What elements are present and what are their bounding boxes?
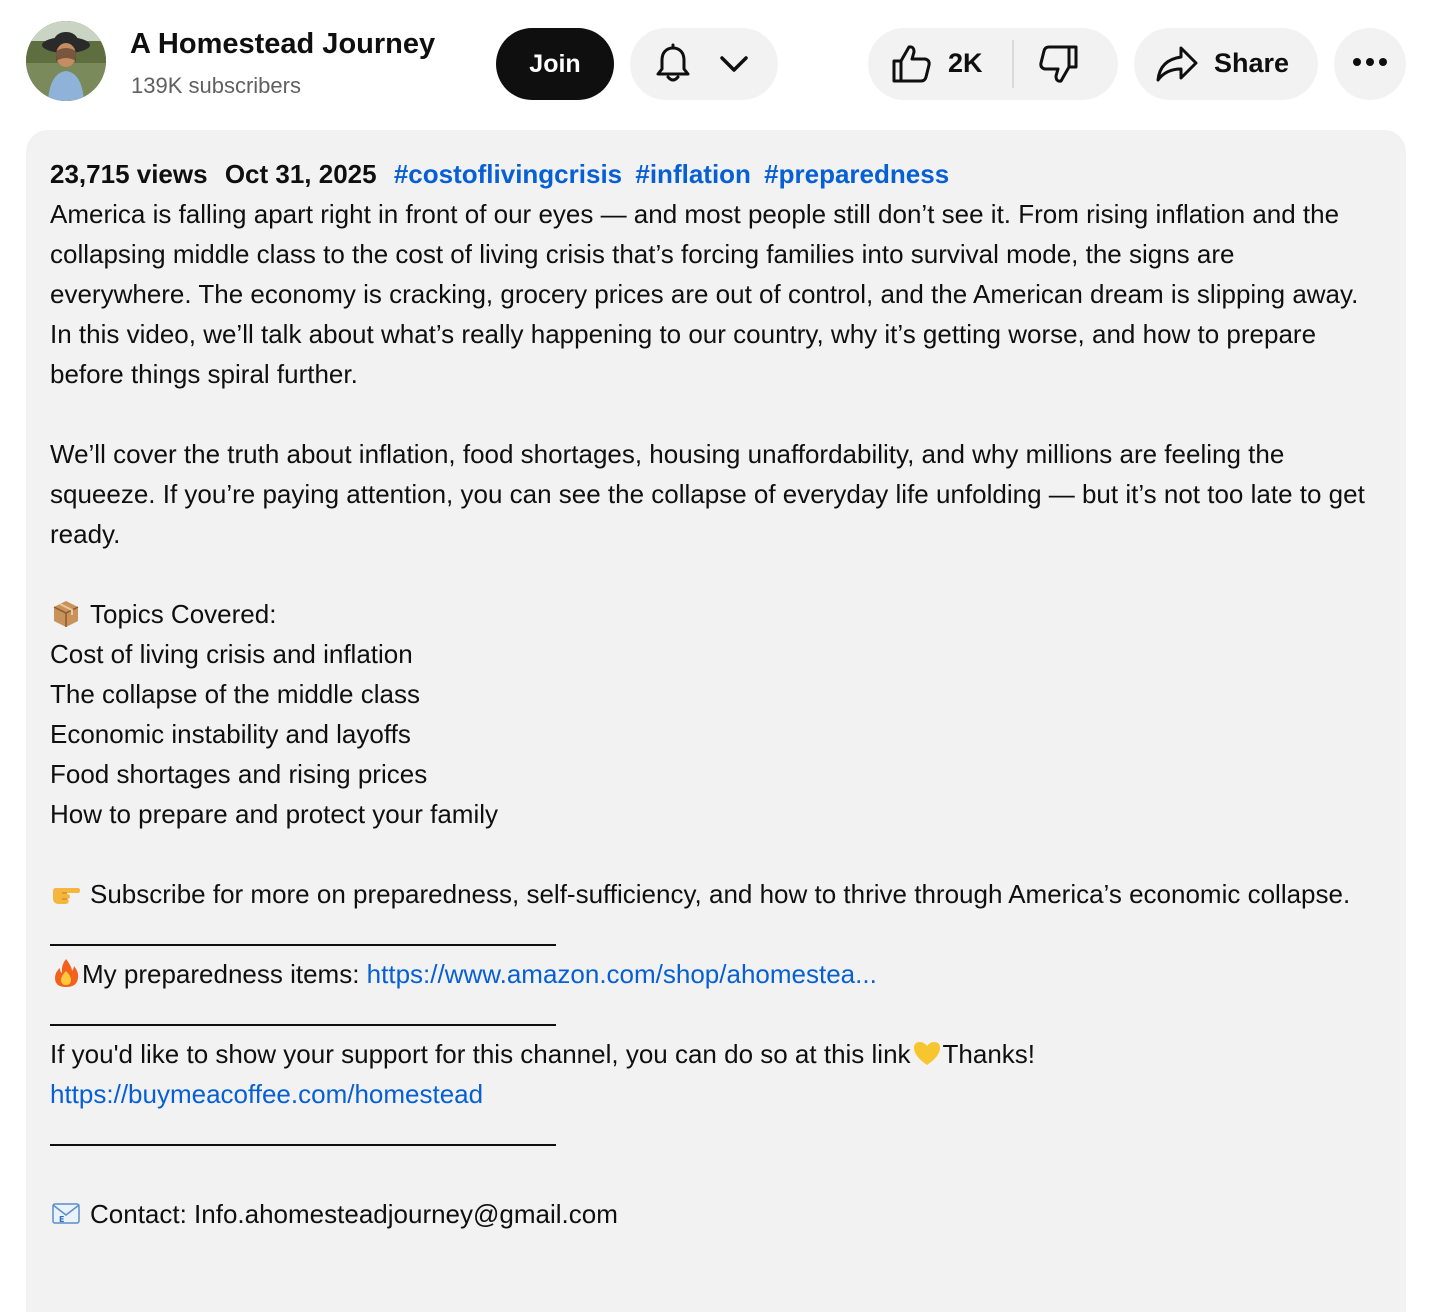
amazon-shop-link[interactable]: https://www.amazon.com/shop/ahomestea... [366, 959, 877, 989]
channel-name[interactable]: A Homestead Journey [130, 28, 436, 60]
share-button-label: Share [1214, 48, 1290, 78]
contact-line [50, 1194, 1382, 1234]
description-box[interactable] [26, 130, 1406, 1312]
preparedness-items-label: My preparedness items: [82, 959, 367, 989]
support-text: If you'd like to show your support for this channel, you can do so at this link [50, 1039, 911, 1069]
channel-avatar[interactable] [26, 21, 106, 101]
hashtag-link[interactable]: #preparedness [764, 159, 950, 189]
blank-line [50, 834, 1382, 874]
separator-line [50, 1114, 556, 1154]
subscribe-text: Subscribe for more on preparedness, self-sufficiency, and how to thrive through America’s economic collapse. [90, 879, 1351, 909]
chevron-down-icon [718, 50, 750, 83]
envelope-icon [50, 1197, 82, 1229]
fire-icon [50, 957, 82, 989]
like-count[interactable]: 2K [948, 48, 983, 78]
hashtag-link[interactable]: #costoflivingcrisis [393, 159, 623, 189]
topic-item: The collapse of the middle class [50, 679, 420, 709]
description-text [50, 194, 1382, 1234]
join-button[interactable] [496, 28, 614, 100]
buymeacoffee-link[interactable]: https://buymeacoffee.com/homestead [50, 1079, 484, 1109]
description-paragraph: America is falling apart right in front of our eyes — and most people still don’t see it. From rising inflation and the collapsing middle class to the cost of living crisis that’s forcing families into survival mode, the signs are everywhere. The economy is cracking, grocery prices are out of control, and the American dream is slipping away. In this video, we’ll talk about what’s really happening to our country, why it’s getting worse, and how to prepare before things spiral further. [50, 199, 1359, 389]
pointing-hand-icon [50, 877, 82, 909]
hashtag-link[interactable]: #inflation [635, 159, 751, 189]
blank-line [50, 554, 1382, 594]
more-actions-button[interactable] [1334, 28, 1406, 100]
topic-item: Economic instability and layoffs [50, 719, 411, 749]
description-info-line [50, 154, 1382, 194]
share-arrow-icon [1154, 42, 1200, 91]
topics-heading-line [50, 594, 1382, 634]
support-line [50, 1034, 1382, 1074]
support-thanks: Thanks! [942, 1039, 1036, 1069]
blank-line [50, 394, 1382, 434]
view-count: 23,715 views [50, 159, 208, 189]
yellow-heart-icon [911, 1037, 943, 1069]
topic-item: Cost of living crisis and inflation [50, 639, 413, 669]
notification-button[interactable] [630, 28, 778, 100]
topics-heading: Topics Covered: [90, 599, 277, 629]
package-icon [50, 597, 82, 629]
like-divider [1012, 40, 1014, 88]
more-horizontal-icon [1352, 55, 1388, 73]
support-link-line [50, 1074, 1382, 1114]
description-paragraph: We’ll cover the truth about inflation, food shortages, housing unaffordability, and why millions are feeling the squeeze. If you’re paying attention, you can see the collapse of everyday life unfolding — but it’s not too late to get ready. [50, 439, 1365, 549]
share-button[interactable] [1134, 28, 1318, 100]
contact-text: Contact: Info.ahomesteadjourney@gmail.com [90, 1199, 618, 1229]
subscriber-count: 139K subscribers [131, 73, 301, 98]
subscribe-line [50, 874, 1382, 914]
like-dislike-group [868, 28, 1118, 100]
upload-date: Oct 31, 2025 [224, 159, 377, 189]
bell-icon [652, 43, 694, 90]
separator-line [50, 994, 556, 1034]
topic-item: How to prepare and protect your family [50, 799, 498, 829]
svg-text:E: E [59, 1215, 65, 1224]
avatar-image [26, 21, 106, 101]
video-owner-row [0, 0, 1432, 130]
preparedness-items-line [50, 954, 1382, 994]
thumbs-down-icon[interactable] [1038, 43, 1082, 92]
thumbs-up-icon[interactable] [888, 41, 934, 92]
separator-line [50, 914, 556, 954]
blank-line [50, 1154, 1382, 1194]
topic-item: Food shortages and rising prices [50, 759, 428, 789]
join-button-label: Join [529, 49, 581, 78]
